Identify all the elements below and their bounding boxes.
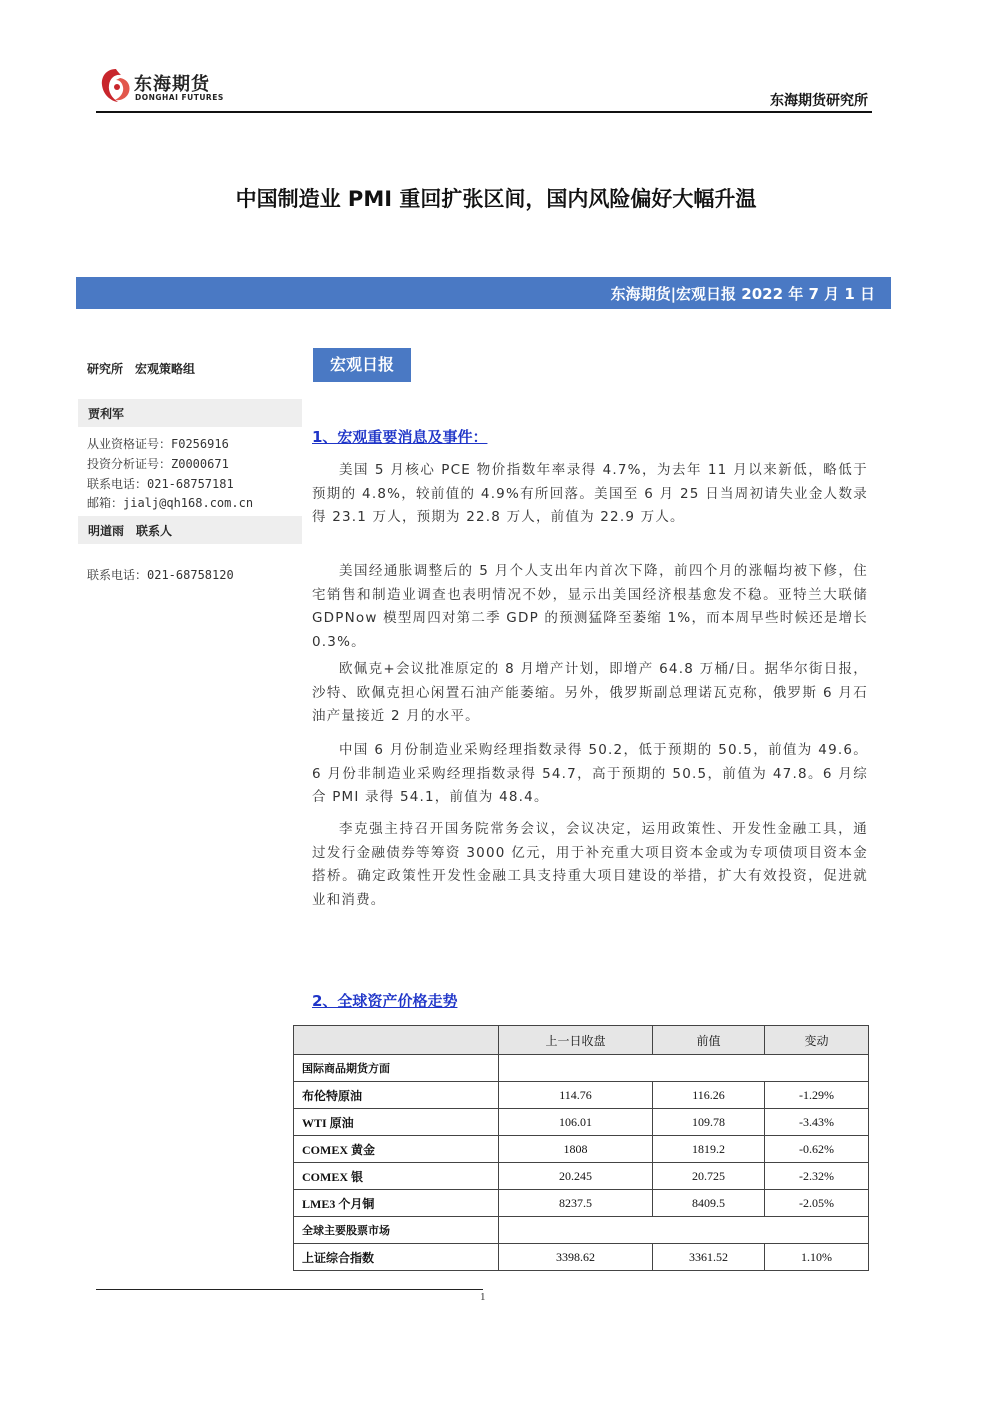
table-header-row xyxy=(294,1026,869,1055)
close-cell: 114.76 xyxy=(499,1082,653,1109)
header-rule xyxy=(96,111,872,113)
prev-cell: 116.26 xyxy=(653,1082,765,1109)
news-paragraph: 美国经通胀调整后的 5 月个人支出年内首次下降，前四个月的涨幅均被下修，住宅销售和制造业调查也表明情况不妙，显示出美国经济根基愈发不稳。亚特兰大联储 GDPNow 模型周四对第二季 GDP 的预测猛降至萎缩 1%，而本周早些时候还是增长 0.3%。 xyxy=(312,563,868,650)
table-row xyxy=(294,1136,869,1163)
logo-text-cn: 东海期货 xyxy=(134,74,210,95)
change-cell: -1.29% xyxy=(765,1082,869,1109)
news-paragraph: 李克强主持召开国务院常务会议，会议决定，运用政策性、开发性金融工具，通过发行金融债券等筹资 3000 亿元，用于补充重大项目资本金或为专项债项目资本金搭桥。确定政策性开发性金融工具支持重大项目建设的举措，扩大有效投资，促进就业和消费。 xyxy=(312,821,868,908)
table-row xyxy=(294,1244,869,1271)
prev-cell: 20.725 xyxy=(653,1163,765,1190)
close-cell: 3398.62 xyxy=(499,1244,653,1271)
group-blank xyxy=(499,1055,869,1082)
table-row xyxy=(294,1163,869,1190)
table-group-row xyxy=(294,1055,869,1082)
asset-name: WTI 原油 xyxy=(294,1109,499,1136)
asset-name: COMEX 银 xyxy=(294,1163,499,1190)
news-paragraph: 中国 6 月份制造业采购经理指数录得 50.2，低于预期的 50.5，前值为 49.6。6 月份非制造业采购经理指数录得 54.7，高于预期的 50.5，前值为 47.8。6 月综合 PMI 录得 54.1，前值为 48.4。 xyxy=(312,742,868,805)
group-blank xyxy=(499,1217,869,1244)
prev-cell: 8409.5 xyxy=(653,1190,765,1217)
news-paragraph: 美国 5 月核心 PCE 物价指数年率录得 4.7%，为去年 11 月以来新低，略低于预期的 4.8%，较前值的 4.9%有所回落。美国至 6 月 25 日当周初请失业金人数录得 23.1 万人，预期为 22.8 万人，前值为 22.9 万人。 xyxy=(312,462,868,525)
section-heading-news: 1、宏观重要消息及事件： xyxy=(312,428,488,446)
column-header-close: 上一日收盘 xyxy=(499,1026,653,1055)
analyst-band xyxy=(78,399,302,427)
report-type-badge: 宏观日报 xyxy=(313,348,411,382)
logo-text-en: DONGHAI FUTURES xyxy=(135,93,224,102)
analyst-name: 贾利军 xyxy=(88,407,125,421)
footer-rule xyxy=(96,1289,483,1290)
change-cell: -0.62% xyxy=(765,1136,869,1163)
close-cell: 106.01 xyxy=(499,1109,653,1136)
prev-cell: 3361.52 xyxy=(653,1244,765,1271)
table-row xyxy=(294,1109,869,1136)
change-cell: -2.32% xyxy=(765,1163,869,1190)
analyst-qualification: 从业资格证号：F0256916 xyxy=(87,437,229,451)
group-label: 全球主要股票市场 xyxy=(294,1217,499,1244)
asset-price-table xyxy=(293,1025,869,1271)
section-heading-prices: 2、全球资产价格走势 xyxy=(312,992,458,1010)
asset-name: COMEX 黄金 xyxy=(294,1136,499,1163)
news-paragraph: 欧佩克+会议批准原定的 8 月增产计划，即增产 64.8 万桶/日。据华尔街日报，沙特、欧佩克担心闲置石油产能萎缩。另外，俄罗斯副总理诺瓦克称，俄罗斯 6 月石油产量接近 2 月的水平。 xyxy=(312,661,868,724)
company-logo xyxy=(98,66,228,108)
column-header-prev: 前值 xyxy=(653,1026,765,1055)
contact-phone: 联系电话：021-68758120 xyxy=(87,568,234,582)
table-group-row xyxy=(294,1217,869,1244)
asset-name: 上证综合指数 xyxy=(294,1244,499,1271)
change-cell: 1.10% xyxy=(765,1244,869,1271)
institute-name: 东海期货研究所 xyxy=(770,93,868,109)
analyst-email[interactable]: 邮箱：jialj@qh168.com.cn xyxy=(87,496,254,510)
contact-name: 明道雨 联系人 xyxy=(88,524,173,538)
table-row xyxy=(294,1190,869,1217)
table-row xyxy=(294,1082,869,1109)
page-number: 1 xyxy=(480,1291,486,1303)
prev-cell: 109.78 xyxy=(653,1109,765,1136)
analyst-phone: 联系电话：021-68757181 xyxy=(87,477,234,491)
header-blank xyxy=(294,1026,499,1055)
close-cell: 20.245 xyxy=(499,1163,653,1190)
sidebar-department: 研究所 宏观策略组 xyxy=(87,362,196,376)
report-banner xyxy=(76,277,891,309)
contact-band xyxy=(78,516,302,544)
close-cell: 1808 xyxy=(499,1136,653,1163)
close-cell: 8237.5 xyxy=(499,1190,653,1217)
dragon-logo-icon xyxy=(98,66,134,106)
change-cell: -2.05% xyxy=(765,1190,869,1217)
banner-text: 东海期货|宏观日报 2022 年 7 月 1 日 xyxy=(610,285,875,303)
asset-name: 布伦特原油 xyxy=(294,1082,499,1109)
column-header-change: 变动 xyxy=(765,1026,869,1055)
asset-name: LME3 个月铜 xyxy=(294,1190,499,1217)
group-label: 国际商品期货方面 xyxy=(294,1055,499,1082)
prev-cell: 1819.2 xyxy=(653,1136,765,1163)
change-cell: -3.43% xyxy=(765,1109,869,1136)
analyst-invest-cert: 投资分析证号：Z0000671 xyxy=(87,457,229,471)
report-title: 中国制造业 PMI 重回扩张区间，国内风险偏好大幅升温 xyxy=(235,187,757,211)
